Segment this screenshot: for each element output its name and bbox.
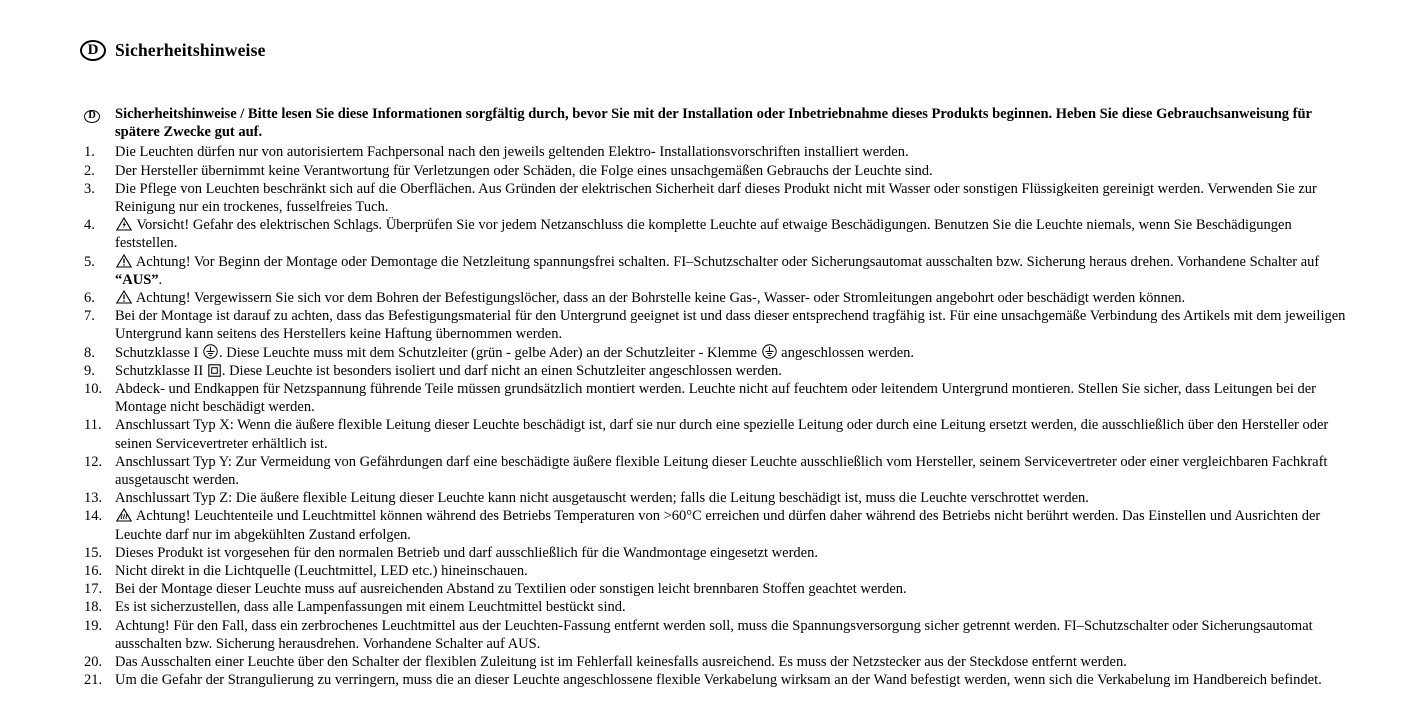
- item-number: 13.: [84, 490, 103, 507]
- item-text: Anschlussart Typ Z: Die äußere flexible Leitung dieser Leuchte kann nicht ausgetauscht werden; falls die Leitung beschädigt ist, muss die Leuchte verschrottet werden.: [115, 490, 1089, 507]
- intro-bold-text: Sicherheitshinweise / Bitte lesen Sie diese Informationen sorgfältig durch, bevor Sie mit der Installation oder Inbetriebnahme dieses Produkts beginnen. Heben Sie diese Gebrauchsanweisung für spätere Zwecke gut auf.: [115, 106, 1312, 141]
- safety-list: [84, 143, 1347, 689]
- bold-text: “AUS”: [115, 271, 159, 288]
- item-number: 9.: [84, 362, 95, 379]
- item-number: 4.: [84, 217, 95, 234]
- protection-class-2-icon: [208, 364, 221, 377]
- item-number: 5.: [84, 253, 95, 270]
- item-number: 6.: [84, 290, 95, 307]
- intro-icon-cell: [84, 105, 115, 141]
- protection-class-1-icon: [203, 344, 218, 359]
- exclamation-warning-icon: [116, 254, 132, 268]
- circled-d-icon: D: [84, 110, 100, 123]
- item-number: 7.: [84, 308, 95, 325]
- item-text: Vorsicht! Gefahr des elektrischen Schlags. Überprüfen Sie vor jedem Netzanschluss die komplette Leuchte auf etwaige Beschädigungen. Benutzen Sie die Leuchte niemals, wenn Sie Beschädigungen feststellen.: [115, 217, 1292, 252]
- item-number: 11.: [84, 417, 102, 434]
- item-number: 10.: [84, 381, 103, 398]
- item-text: Das Ausschalten einer Leuchte über den Schalter der flexiblen Zuleitung ist im Fehlerfall keinesfalls ausreichend. Es muss der Netzstecker aus der Steckdose entfernt werden.: [115, 654, 1127, 671]
- item-text: Achtung! Leuchtenteile und Leuchtmittel können während des Betriebs Temperaturen von >60°C erreichen und dürfen daher während des Betriebs nicht berührt werden. Das Einstellen und Ausrichten der Leuchte darf nur im abgekühlten Zustand erfolgen.: [115, 508, 1321, 543]
- item-number: 20.: [84, 654, 103, 671]
- item-text: Nicht direkt in die Lichtquelle (Leuchtmittel, LED etc.) hineinschauen.: [115, 563, 528, 580]
- page-title: Sicherheitshinweise: [115, 40, 266, 61]
- item-text: Der Hersteller übernimmt keine Verantwortung für Verletzungen oder Schäden, die Folge eines unsachgemäßen Gebrauchs der Leuchte sind.: [115, 162, 933, 179]
- protection-class-1-icon: [762, 344, 777, 359]
- item-text: Achtung! Vergewissern Sie sich vor dem Bohren der Befestigungslöcher, dass an der Bohrstelle keine Gas-, Wasser- oder Stromleitungen angebohrt oder beschädigt werden können.: [115, 289, 1347, 307]
- item-text: Anschlussart Typ X: Wenn die äußere flexible Leitung dieser Leuchte beschädigt ist, darf sie nur durch eine spezielle Leitung oder durch eine Leitung ersetzt werden, die ausschließlich über den Hersteller oder seinen Servicevertreter erhältlich ist.: [115, 417, 1329, 452]
- item-number: 2.: [84, 162, 95, 179]
- item-text: Es ist sicherzustellen, dass alle Lampenfassungen mit einem Leuchtmittel bestückt sind.: [115, 599, 626, 616]
- item-number: 16.: [84, 563, 103, 580]
- item-text: Achtung! Vor Beginn der Montage oder Demontage die Netzleitung spannungsfrei schalten. FI–Schutzschalter oder Sicherungsautomat ausschalten bzw. Sicherung heraus drehen. Vorhandene Schalter auf “AUS”.: [115, 253, 1320, 288]
- intro-text: [115, 105, 1347, 141]
- item-number: 15.: [84, 544, 103, 561]
- item-number: 18.: [84, 599, 103, 616]
- item-number: 3.: [84, 180, 95, 197]
- document-header: [80, 40, 1347, 61]
- item-number: 19.: [84, 617, 103, 634]
- circled-d-icon: D: [80, 40, 106, 61]
- item-number: 12.: [84, 453, 103, 470]
- item-text: Schutzklasse I . Diese Leuchte muss mit dem Schutzleiter (grün - gelbe Ader) an der Schutzleiter - Klemme angeschlossen werden.: [115, 344, 915, 361]
- hot-surface-warning-icon: [116, 508, 132, 522]
- item-text: Die Pflege von Leuchten beschränkt sich auf die Oberflächen. Aus Gründen der elektrischen Sicherheit darf dieses Produkt nicht mit Wasser oder sonstigen Flüssigkeiten gereinigt werden. Verwenden Sie zur Reinigung nur ein trockenes, fusselfreies Tuch.: [115, 180, 1317, 216]
- item-text: Die Leuchten dürfen nur von autorisiertem Fachpersonal nach den jeweils geltenden Elektro- Installationsvorschriften installiert werden.: [115, 144, 909, 161]
- item-number: 14.: [84, 508, 103, 525]
- item-text: Um die Gefahr der Strangulierung zu verringern, muss die an dieser Leuchte angeschlossene flexible Verkabelung wirksam an der Wand befestigt werden, wenn sich die Verkabelung im Handbereich befindet.: [115, 672, 1322, 689]
- item-text: Bei der Montage ist darauf zu achten, dass das Befestigungsmaterial für den Untergrund geeignet ist und dass dieser entsprechend tragfähig ist. Für eine unsachgemäße Verbindung des Artikels mit dem jeweiligen Untergrund kann seitens des Herstellers keine Haftung übernommen werden.: [115, 308, 1346, 343]
- exclamation-warning-icon: [116, 290, 132, 304]
- item-text: Achtung! Für den Fall, dass ein zerbrochenes Leuchtmittel aus der Leuchten-Fassung entfernt werden soll, muss die Spannungsversorgung sicher getrennt werden. FI–Schutzschalter oder Sicherungsautomat ausschalten bzw. Sicherung herausdrehen. Vorhandene Schalter auf AUS.: [115, 617, 1313, 652]
- item-text: Schutzklasse II . Diese Leuchte ist besonders isoliert und darf nicht an einen Schutzleiter angeschlossen werden.: [115, 362, 782, 379]
- item-text: Abdeck- und Endkappen für Netzspannung führende Teile müssen grundsätzlich montiert werden. Leuchte nicht auf feuchtem oder leitendem Untergrund montieren. Stellen Sie sicher, dass Leitungen bei der Montage nicht beschädigt werden.: [115, 381, 1316, 416]
- item-text: Anschlussart Typ Y: Zur Vermeidung von Gefährdungen darf eine beschädigte äußere flexible Leitung dieser Leuchte ausschließlich vom Hersteller, seinem Servicevertreter oder einer vergleichbaren Fachkraft ausgetauscht werden.: [115, 453, 1328, 489]
- item-text: Dieses Produkt ist vorgesehen für den normalen Betrieb und darf ausschließlich für die Wandmontage eingesetzt werden.: [115, 544, 818, 561]
- item-text: Bei der Montage dieser Leuchte muss auf ausreichenden Abstand zu Textilien oder sonstigen leicht brennbaren Stoffen geachtet werden.: [115, 581, 907, 598]
- electric-warning-icon: [116, 217, 132, 231]
- item-number: 17.: [84, 581, 103, 598]
- item-number: 1.: [84, 144, 95, 161]
- item-number: 21.: [84, 672, 103, 689]
- item-number: 8.: [84, 344, 95, 361]
- intro-paragraph: [84, 105, 1347, 141]
